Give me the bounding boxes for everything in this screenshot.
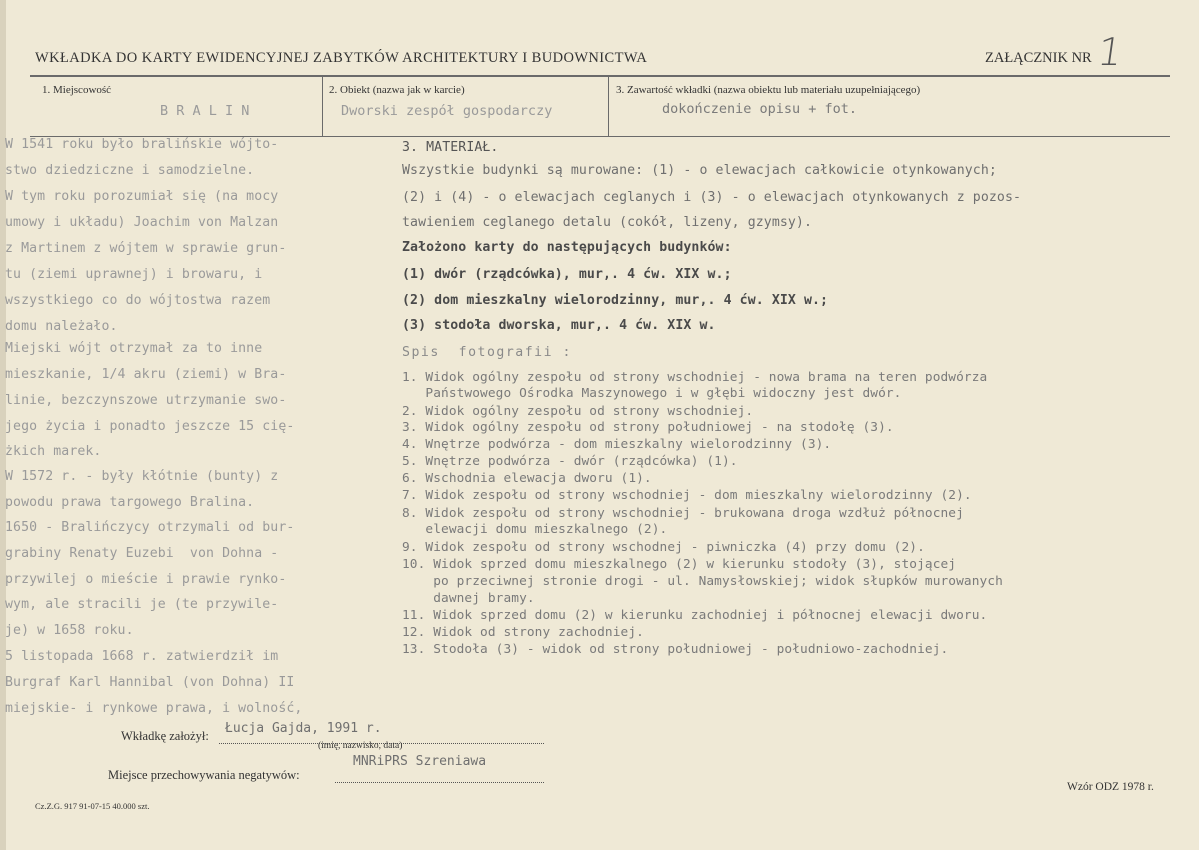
history-line: 5 listopada 1668 r. zatwierdził im	[5, 649, 279, 664]
photo-item: 8. Widok zespołu od strony wschodniej - brukowana droga wzdłuż północnej	[402, 506, 964, 521]
photo-item: po przeciwnej stronie drogi - ul. Namysłowskiej; widok słupków murowanych	[402, 574, 1003, 589]
history-line: mieszkanie, 1/4 akru (ziemi) w Bra-	[5, 367, 287, 382]
history-line: jego życia i ponadto jeszcze 15 cię-	[5, 419, 295, 434]
material-heading: 3. MATERIAŁ.	[402, 140, 499, 155]
history-line: domu należało.	[5, 319, 118, 334]
material-line: tawieniem ceglanego detalu (cokół, lizeny, gzymsy).	[402, 215, 813, 230]
content-value: dokończenie opisu + fot.	[662, 101, 858, 117]
history-line: 1650 - Bralińczycy otrzymali od bur-	[5, 520, 295, 535]
object-value: Dworski zespół gospodarczy	[341, 103, 553, 119]
history-line: tu (ziemi uprawnej) i browaru, i	[5, 267, 263, 282]
header-top-rule	[30, 75, 1170, 77]
history-line: je) w 1658 roku.	[5, 623, 134, 638]
photo-item: Państwowego Ośrodka Maszynowego i w głębi widoczny jest dwór.	[402, 386, 902, 401]
negatives-value: MNRiPRS Szreniawa	[353, 754, 487, 769]
photo-item: 12. Widok od strony zachodniej.	[402, 625, 644, 640]
history-line: wym, ale stracili je (te przywile-	[5, 597, 279, 612]
founder-label: Wkładkę założył:	[121, 729, 209, 743]
field-divider-1	[322, 76, 323, 136]
negatives-label: Miejsce przechowywania negatywów:	[108, 768, 300, 782]
place-value: B R A L I N	[160, 103, 250, 119]
photo-item: 2. Widok ogólny zespołu od strony wschodniej.	[402, 404, 754, 419]
history-line: Burgraf Karl Hannibal (von Dohna) II	[5, 675, 295, 690]
content-label: 3. Zawartość wkładki (nazwa obiektu lub materiału uzupełniającego)	[616, 84, 921, 96]
photo-item: 7. Widok zespołu od strony wschodniej - dom mieszkalny wielorodzinny (2).	[402, 488, 972, 503]
history-line: miejskie- i rynkowe prawa, i wolność,	[5, 701, 303, 716]
history-line: grabiny Renaty Euzebi von Dohna -	[5, 546, 279, 561]
form-title: WKŁADKA DO KARTY EWIDENCYJNEJ ZABYTKÓW ARCHITEKTURY I BUDOWNICTWA	[35, 50, 648, 66]
photos-heading: Spis fotografii :	[402, 345, 572, 360]
negatives-dotline	[335, 782, 544, 783]
photo-item: dawnej bramy.	[402, 591, 535, 606]
form-model: Wzór ODZ 1978 r.	[1067, 781, 1154, 793]
cards-heading: Założono karty do następujących budynków:	[402, 240, 732, 255]
photo-item: 10. Widok sprzed domu mieszkalnego (2) w kierunku stodoły (3), stojącej	[402, 557, 957, 572]
photo-item: 4. Wnętrze podwórza - dom mieszkalny wielorodzinny (3).	[402, 437, 832, 452]
annex-number: 1	[1094, 30, 1126, 74]
material-line: (2) i (4) - o elewacjach ceglanych i (3) - o elewacjach otynkowanych z pozos-	[402, 190, 1022, 205]
history-line: W 1572 r. - były kłótnie (bunty) z	[5, 469, 279, 484]
field-divider-2	[608, 76, 609, 136]
photo-item: 5. Wnętrze podwórza - dwór (rządcówka) (1).	[402, 454, 738, 469]
material-line: Wszystkie budynki są murowane: (1) - o elewacjach całkowicie otynkowanych;	[402, 163, 997, 178]
card-item: (3) stodoła dworska, mur,. 4 ćw. XIX w.	[402, 318, 716, 333]
history-line: linie, bezczynszowe utrzymanie swo-	[5, 393, 287, 408]
print-info: Cz.Z.G. 917 91-07-15 40.000 szt.	[35, 801, 150, 811]
history-line: żkich marek.	[5, 444, 102, 459]
photo-item: elewacji domu mieszkalnego (2).	[402, 522, 668, 537]
history-line: W tym roku porozumiał się (na mocy	[5, 189, 279, 204]
history-line: Miejski wójt otrzymał za to inne	[5, 341, 263, 356]
card-item: (2) dom mieszkalny wielorodzinny, mur,. 4 ćw. XIX w.;	[402, 293, 829, 308]
history-line: powodu prawa targowego Bralina.	[5, 495, 255, 510]
object-label: 2. Obiekt (nazwa jak w karcie)	[329, 84, 465, 96]
history-line: przywilej o mieście i prawie rynko-	[5, 572, 287, 587]
photo-item: 6. Wschodnia elewacja dworu (1).	[402, 471, 652, 486]
founder-hint: (imię, nazwisko, data)	[318, 741, 403, 751]
photo-item: 3. Widok ogólny zespołu od strony południowej - na stodołę (3).	[402, 420, 894, 435]
card-item: (1) dwór (rządcówka), mur,. 4 ćw. XIX w.;	[402, 267, 732, 282]
history-line: W 1541 roku było bralińskie wójto-	[5, 137, 279, 152]
annex-label: ZAŁĄCZNIK NR	[985, 50, 1092, 66]
history-line: z Martinem z wójtem w sprawie grun-	[5, 241, 287, 256]
founder-value: Łucja Gajda, 1991 r.	[225, 721, 382, 736]
history-line: wszystkiego co do wójtostwa razem	[5, 293, 271, 308]
history-line: stwo dziedziczne i samodzielne.	[5, 163, 255, 178]
place-label: 1. Miejscowość	[42, 84, 112, 96]
history-line: umowy i układu) Joachim von Malzan	[5, 215, 279, 230]
photo-item: 9. Widok zespołu od strony wschodnej - piwniczka (4) przy domu (2).	[402, 540, 925, 555]
photo-item: 13. Stodoła (3) - widok od strony południowej - południowo-zachodniej.	[402, 642, 949, 657]
photo-item: 11. Widok sprzed domu (2) w kierunku zachodniej i północnej elewacji dworu.	[402, 608, 988, 623]
photo-item: 1. Widok ogólny zespołu od strony wschodniej - nowa brama na teren podwórza	[402, 370, 988, 385]
